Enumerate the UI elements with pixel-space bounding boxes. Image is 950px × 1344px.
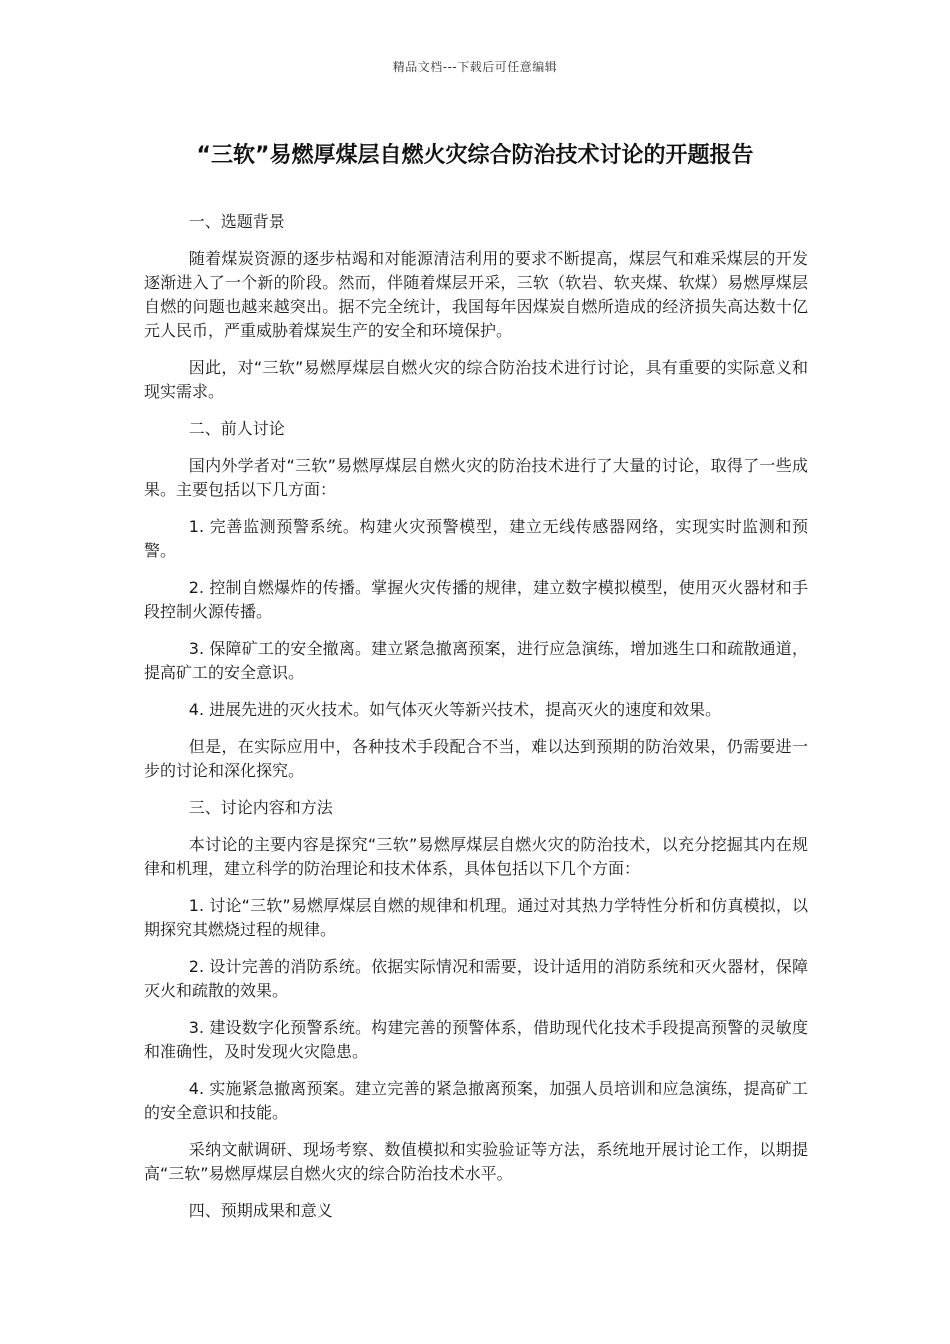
paragraph: 随着煤炭资源的逐步枯竭和对能源清洁利用的要求不断提高，煤层气和难采煤层的开发逐渐进入了一个新的阶段。然而，伴随着煤层开采，三软（软岩、软夹煤、软煤）易燃厚煤层自燃的问题也越来越突出。据不完全统计，我国每年因煤炭自燃所造成的经济损失高达数十亿元人民币，严重威胁着煤炭生产的安全和环境保护。 [144, 249, 808, 340]
paragraph: 因此，对“三软”易燃厚煤层自燃火灾的综合防治技术进行讨论，具有重要的实际意义和现实需求。 [144, 358, 808, 401]
list-item: 3. 保障矿工的安全撤离。建立紧急撤离预案，进行应急演练，增加逃生口和疏散通道，提高矿工的安全意识。 [144, 639, 808, 682]
paragraph: 本讨论的主要内容是探究“三软”易燃厚煤层自燃火灾的防治技术，以充分挖掘其内在规律和机理，建立科学的防治理论和技术体系，具体包括以下几个方面： [144, 835, 808, 878]
section-heading: 三、讨论内容和方法 [188, 798, 333, 817]
section-heading: 二、前人讨论 [188, 419, 285, 438]
document-title: “三软”易燃厚煤层自燃火灾综合防治技术讨论的开题报告 [196, 143, 754, 168]
paragraph: 采纳文献调研、现场考察、数值模拟和实验验证等方法，系统地开展讨论工作，以期提高“三软”易燃厚煤层自燃火灾的综合防治技术水平。 [144, 1140, 808, 1183]
list-item: 1. 讨论“三软”易燃厚煤层自燃的规律和机理。通过对其热力学特性分析和仿真模拟，以期探究其燃烧过程的规律。 [144, 896, 808, 939]
list-item: 2. 设计完善的消防系统。依据实际情况和需要，设计适用的消防系统和灭火器材，保障灭火和疏散的效果。 [144, 957, 808, 1000]
section-heading: 一、选题背景 [188, 212, 285, 231]
list-item: 4. 进展先进的灭火技术。如气体灭火等新兴技术，提高灭火的速度和效果。 [188, 700, 722, 719]
paragraph: 但是，在实际应用中，各种技术手段配合不当，难以达到预期的防治效果，仍需要进一步的讨论和深化探究。 [144, 737, 808, 780]
document-body [144, 210, 808, 1236]
list-item: 1. 完善监测预警系统。构建火灾预警模型，建立无线传感器网络，实现实时监测和预警。 [144, 517, 808, 560]
list-item: 2. 控制自燃爆炸的传播。掌握火灾传播的规律，建立数字模拟模型，使用灭火器材和手段控制火源传播。 [144, 578, 808, 621]
paragraph: 国内外学者对“三软”易燃厚煤层自燃火灾的防治技术进行了大量的讨论，取得了一些成果。主要包括以下几方面： [144, 456, 808, 499]
list-item: 3. 建设数字化预警系统。构建完善的预警体系，借助现代化技术手段提高预警的灵敏度和准确性，及时发现火灾隐患。 [144, 1018, 808, 1061]
section-heading: 四、预期成果和意义 [188, 1201, 333, 1220]
header-note: 精品文档---下载后可任意编辑 [392, 60, 558, 74]
list-item: 4. 实施紧急撤离预案。建立完善的紧急撤离预案，加强人员培训和应急演练，提高矿工的安全意识和技能。 [144, 1079, 808, 1122]
